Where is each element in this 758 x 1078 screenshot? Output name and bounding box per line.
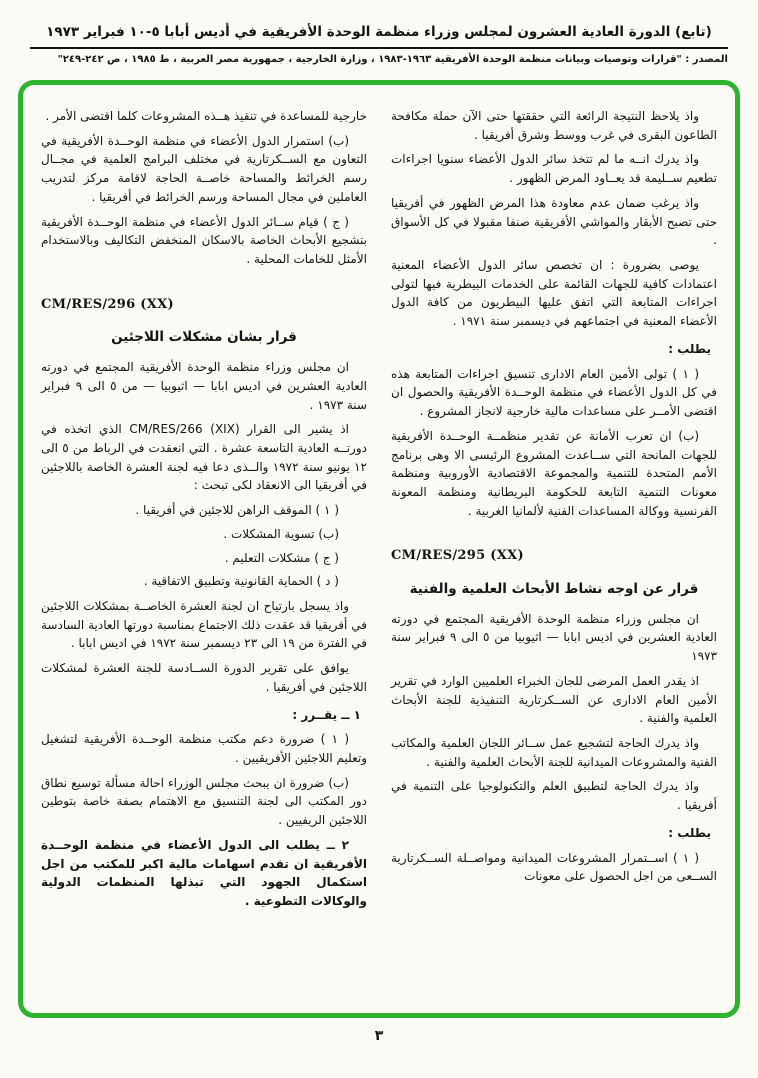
operative-label: يطلب :: [668, 341, 711, 356]
resolution-title: قرار بشان مشكلات اللاجئين: [111, 329, 297, 346]
paragraph: (ب) ان تعرب الأمانة عن تقدير منظمــة الوحــدة الأفريقية للجهات المانحة التي ســاعدت المشروع الرئيسى الا وهى برنامج الأمم المتحدة للتنمية والمجموعة الاقتصادية الأوروبية ومنظمة معونات التنمية التابعة للحكومة البريطانية ومنظمة المعونة الفرنسية ووكالة المساعدات الفنية لألمانيا الغربية .: [391, 428, 717, 518]
paragraph: واذ يسجل بارتياح ان لجنة العشرة الخاصــة بمشكلات اللاجئين في أفريقيا قد عقدت ذلك الاجتماع بمناسبة دورتها العادية السادسة في الفترة من ١٩ الى ٢٣ ديسمبر سنة ١٩٧٢ في اديس ابابا .: [41, 598, 367, 651]
paragraph: ان مجلس وزراء منظمة الوحدة الأفريقية المجتمع في دورته العادية العشرين في اديس ابابا — اثيوبيا من ٥ الى ٩ فبراير سنة ١٩٧٣: [391, 611, 718, 664]
paragraph: اذ يقدر العمل المرضى للجان الخبراء العلميين الوارد في تقرير الأمين العام الادارى عن الســكرتارية التنفيذية للجنة الأبحاث العلمية والفنية .: [391, 673, 717, 726]
green-frame: [18, 80, 740, 1018]
operative-label: ١ ــ يقــرر :: [292, 707, 361, 722]
column-left: [41, 101, 367, 997]
resolution-ref: CM/RES/295 (XX): [391, 548, 524, 564]
page-header: [0, 24, 758, 65]
paragraph: ( ج ) قيام ســائر الدول الأعضاء في منظمة الوحــدة الأفريقية بتشجيع الأبحاث الخاصة بالاسكان المنخفض التكاليف وبالاستخدام الأمثل للخامات المحلية .: [41, 214, 367, 267]
resolution-ref: CM/RES/296 (XX): [41, 296, 174, 312]
paragraph: واذ يلاحظ النتيجة الرائعة التي حققتها حتى الآن حملة مكافحة الطاعون البقرى في غرب ووسط وشرق أفريقيا .: [391, 109, 717, 142]
source-line: المصدر : "قرارات وتوصيات وبيانات منظمة الوحدة الأفريقية ١٩٦٣-١٩٨٣ ، وزارة الخارجية ، جمهورية مصر العربية ، ط ١٩٨٥ ، ص ٢٤٢-٢٤٩": [57, 54, 728, 65]
resolution-title: قرار عن اوجه نشاط الأبحاث العلمية والفنية: [409, 580, 699, 597]
paragraph: اذ يشير الى القرار CM/RES/266 (XIX) الذي اتخذه في دورتــه العادية التاسعة عشرة . التي انعقدت في الرباط من ٥ الى ١٢ يونيو سنة ١٩٧٢ والــذى دعا فيه لجنة العشرة الخاصة باللاجئين في أفريقيا الى الانعقاد لكى تبحث :: [41, 422, 367, 493]
paragraph: ( ١ ) اســتمرار المشروعات الميدانية ومواصــلة الســكرتارية الســعى من اجل الحصول على معونات: [391, 850, 717, 884]
paragraph: يوافق على تقرير الدورة الســادسة للجنة العشرة لمشكلات اللاجئين في أفريقيا .: [41, 661, 367, 694]
paragraph: يوصى بضرورة : ان تخصص سائر الدول الأعضاء المعنية اعتمادات كافية للجهات القائمة على الخدمات البيطرية فيها لتولى اجراءات المتابعة التي اتفق عليها البيطريون من كافة الدول الأعضاء المعنية في اجتماعهم في ديسمبر سنة ١٩٧١ .: [391, 258, 717, 329]
list-item: (ب) تسوية المشكلات .: [223, 526, 339, 541]
paragraph: ( ١ ) ضرورة دعم مكتب منظمة الوحــدة الأفريقية لتشغيل وتعليم اللاجئين الأفريقيين .: [41, 732, 367, 765]
paragraph: (ب) ضرورة ان يبحث مجلس الوزراء احالة مسألة توسيع نطاق دور المكتب الى لجنة التنسيق مع الاهتمام بصفة خاصة بتوطين اللاجئين الريفيين .: [41, 775, 367, 828]
operative-label: يطلب :: [668, 825, 711, 840]
paragraph: ( ١ ) تولى الأمين العام الادارى تنسيق اجراءات المتابعة هذه في كل الدول الأعضاء في منظمة الوحــدة الأفريقية والحصول ان اقتضى الأمــر على مساعدات مالية خارجية لانجاز المشروع .: [391, 366, 717, 419]
paragraph: (ب) استمرار الدول الأعضاء في منظمة الوحــدة الأفريقية في التعاون مع الســكرتارية في مختلف البرامج العلمية في مجــال رسم الخرائط والمساحة خاصــة الحاجة لاقامة مركز لتدريب العاملين في مجال المساحة ورسم الخرائط في أفريقيا .: [41, 133, 367, 204]
page-title: (تابع) الدورة العادية العشرون لمجلس وزراء منظمة الوحدة الأفريقية في أديس أبابا ٥-١٠ فبراير ١٩٧٣: [46, 24, 712, 40]
paragraph: واذ يرغب ضمان عدم معاودة هذا المرض الظهور في أفريقيا حتى تصبح الأبقار والمواشي الأفريقية صنفا مقبولا في كل الأسواق .: [391, 195, 717, 248]
header-divider: [30, 47, 728, 49]
paragraph: ٢ ــ يطلب الى الدول الأعضاء في منظمة الوحــدة الأفريقية ان تقدم اسهامات مالية اكبر للمكتب من اجل استكمال الجهود التي تبذلها المنظمات الدولية والوكالات التطوعية .: [41, 837, 367, 909]
paragraph: خارجية للمساعدة في تنفيذ هــذه المشروعات كلما اقتضى الأمر .: [45, 109, 367, 123]
paragraph: واذ يدرك الحاجة لتشجيع عمل ســائر اللجان العلمية والمكاتب الفنية والمشروعات الميدانية للجنة الأبحاث العلمية والفنية .: [391, 736, 717, 769]
paragraph: واذ يدرك انــه ما لم تتخذ سائر الدول الأعضاء سنويا اجراءات تطعيم ســليمة قد يعــاود المرض الظهور .: [391, 152, 717, 186]
list-item: ( ج ) مشكلات التعليم .: [224, 550, 339, 565]
page-number: ٣: [374, 1028, 384, 1044]
list-item: ( ١ ) الموقف الراهن للاجئين في أفريقيا .: [135, 503, 339, 518]
column-right: [391, 101, 717, 997]
paragraph: ان مجلس وزراء منظمة الوحدة الأفريقية المجتمع في دورته العادية العشرين في اديس ابابا — اثيوبيا — من ٥ الى ٩ فبراير سنة ١٩٧٣ .: [41, 360, 367, 412]
list-item: ( د ) الحماية القانونية وتطبيق الاتفاقية .: [143, 574, 339, 589]
paragraph: واذ يدرك الحاجة لتطبيق العلم والتكنولوجيا على التنمية في أفريقيا .: [391, 779, 717, 813]
